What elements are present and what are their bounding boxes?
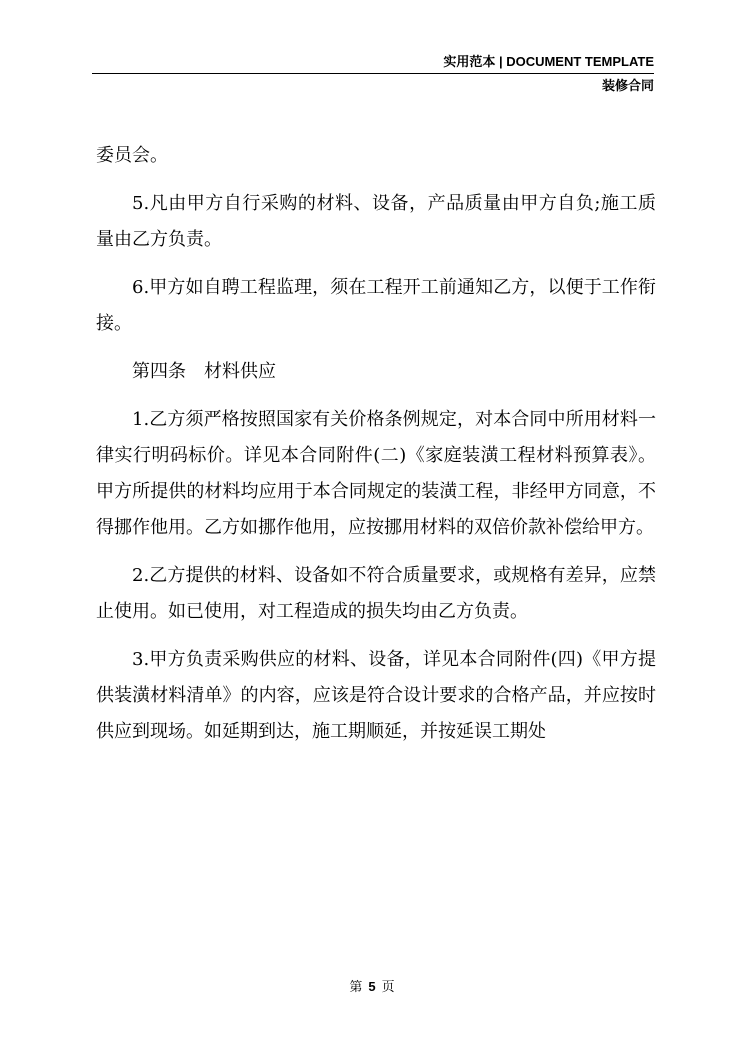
- section-heading: 第四条 材料供应: [132, 361, 276, 382]
- document-body: [96, 138, 656, 762]
- page-header: [443, 53, 654, 70]
- paragraph: 委员会。: [96, 145, 168, 166]
- paragraph: 3.甲方负责采购供应的材料、设备，详见本合同附件(四)《甲方提供装潢材料清单》的内容，应该是符合设计要求的合格产品，并应按时供应到现场。如延期到达，施工期顺延，并按延误工期处: [96, 649, 656, 742]
- header-subtitle: 装修合同: [601, 78, 654, 93]
- page-header-sub: [602, 77, 654, 94]
- page-number: 5: [368, 979, 376, 994]
- paragraph: 6.甲方如自聘工程监理，须在工程开工前通知乙方，以便于工作衔接。: [96, 277, 656, 334]
- header-title: 实用范本 | DOCUMENT TEMPLATE: [443, 54, 654, 69]
- paragraph: 2.乙方提供的材料、设备如不符合质量要求，或规格有差异，应禁止使用。如已使用，对工程造成的损失均由乙方负责。: [96, 565, 656, 622]
- page-footer: [0, 976, 744, 995]
- paragraph: 5.凡由甲方自行采购的材料、设备，产品质量由甲方自负;施工质量由乙方负责。: [96, 193, 656, 250]
- header-divider: [92, 73, 654, 74]
- paragraph: 1.乙方须严格按照国家有关价格条例规定，对本合同中所用材料一律实行明码标价。详见本合同附件(二)《家庭装潢工程材料预算表》。甲方所提供的材料均应用于本合同规定的装潢工程，非经甲方同意，不得挪作他用。乙方如挪作他用，应按挪用材料的双倍价款补偿给甲方。: [96, 409, 656, 538]
- footer-prefix: 第: [349, 979, 363, 994]
- footer-suffix: 页: [381, 979, 395, 994]
